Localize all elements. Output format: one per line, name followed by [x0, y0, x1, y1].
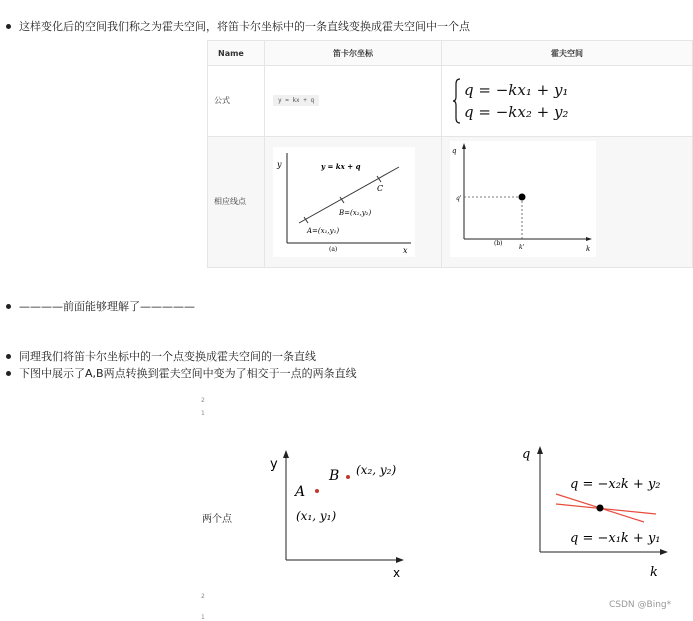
table-header-hough: 霍夫空间	[442, 41, 693, 66]
point-b-label: B	[329, 468, 340, 484]
bullet-text: 这样变化后的空间我们称之为霍夫空间，将笛卡尔坐标中的一条直线变换成霍夫空间中一个点	[19, 20, 470, 33]
cartesian-formula: y = kx + q	[273, 95, 319, 106]
hough-equation-1: q = −kx₁ + y₁	[464, 80, 569, 99]
point-a	[315, 489, 319, 493]
bullet-text: ————前面能够理解了—————	[19, 300, 195, 313]
point-a-label: A	[295, 484, 306, 500]
table-header-cartesian: 笛卡尔坐标	[265, 41, 442, 66]
table-header-name: Name	[208, 41, 265, 66]
small-mark: 2	[201, 397, 205, 404]
hough-two-lines-graph	[504, 436, 693, 581]
q-axis-label: q	[522, 447, 531, 462]
y-arrow-icon	[283, 450, 289, 458]
cartesian-graph-cell	[265, 136, 442, 267]
hough-graph-cell	[442, 136, 693, 267]
watermark: CSDN @Bing*	[609, 600, 672, 610]
bullet-item-separator	[6, 300, 195, 314]
bullet-dot	[6, 24, 11, 29]
x-axis-label: x	[403, 245, 408, 255]
hough-point-graph	[450, 141, 596, 257]
point-a-coord: (x₁, y₁)	[296, 509, 337, 523]
q-arrow-icon	[462, 143, 466, 149]
bullet-item-hough-intro	[6, 20, 470, 34]
line-x1	[556, 504, 656, 514]
point-c-label: C	[377, 183, 384, 193]
caption-a: (a)	[329, 245, 338, 253]
bullet-dot	[6, 371, 11, 376]
brace-icon	[452, 78, 462, 124]
y-axis-label: y	[270, 457, 278, 472]
q-arrow-icon	[537, 446, 543, 454]
comparison-table	[207, 40, 693, 268]
table-row	[208, 66, 693, 136]
k-arrow-icon	[586, 237, 592, 241]
x-arrow-icon	[396, 557, 404, 563]
row-label-formula: 公式	[208, 66, 265, 136]
hough-equation-2: q = −kx₂ + y₂	[464, 102, 569, 121]
point-b	[346, 475, 350, 479]
bullet-text: 下图中展示了A,B两点转换到霍夫空间中变为了相交于一点的两条直线	[19, 367, 357, 380]
cartesian-two-points-graph	[258, 436, 423, 581]
k-axis-label: k	[586, 244, 591, 253]
table-header-row	[208, 41, 693, 66]
point-a-label: A=(x₁,y₁)	[307, 226, 340, 235]
line-equation-label: y = kx + q	[321, 161, 361, 171]
small-mark: 1	[201, 410, 205, 417]
figure-label: 两个点	[202, 514, 232, 525]
equation-top: q = −x₂k + y₂	[570, 477, 661, 492]
bullet-item-figure-desc	[6, 367, 357, 381]
hough-formula-cell	[442, 66, 693, 136]
bullet-item-point-to-line	[6, 350, 316, 364]
x-axis-label: x	[393, 566, 401, 580]
caption-b: (b)	[494, 239, 503, 247]
intersection-point	[597, 505, 604, 512]
k-arrow-icon	[660, 549, 668, 555]
table-row	[208, 136, 693, 267]
bullet-dot	[6, 354, 11, 359]
bullet-text: 同理我们将笛卡尔坐标中的一个点变换成霍夫空间的一条直线	[19, 350, 316, 363]
hough-point	[519, 193, 526, 200]
y-axis-label: y	[277, 159, 282, 169]
bullet-dot	[6, 304, 11, 309]
small-mark: 2	[201, 593, 205, 600]
k-axis-label: k	[650, 565, 658, 580]
q-tick-label: q'	[456, 194, 462, 202]
point-b-coord: (x₂, y₂)	[356, 463, 397, 477]
cartesian-line-graph	[273, 147, 415, 257]
small-mark: 1	[201, 614, 205, 621]
cartesian-formula-cell	[265, 66, 442, 136]
equation-bottom: q = −x₁k + y₁	[570, 531, 661, 546]
k-tick-label: k'	[519, 243, 525, 251]
row-label-line-point: 相应线点	[208, 136, 265, 267]
point-b-label: B=(x₂,y₂)	[339, 208, 372, 217]
q-axis-label: q	[452, 146, 457, 155]
